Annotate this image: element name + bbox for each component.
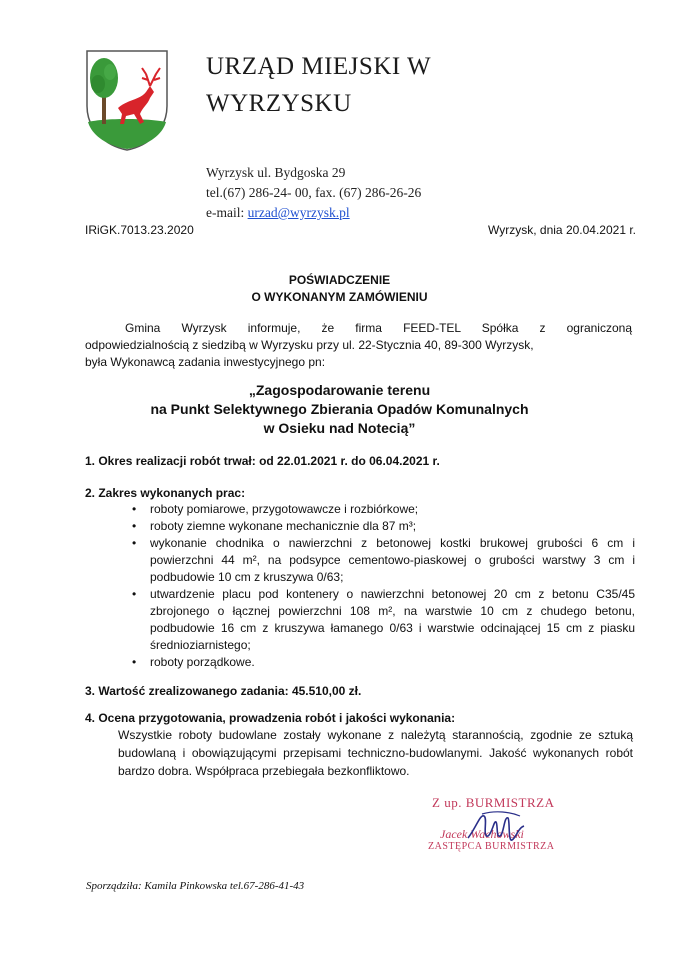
prepared-by: Sporządziła: Kamila Pinkowska tel.67-286-41-43 [86,880,305,892]
intro-line2: odpowiedzialnością z siedzibą w Wyrzysku przy ul. 22-Stycznia 40, 89-300 Wyrzysk, [85,338,534,352]
wyrzysk-coat-of-arms-icon [84,48,170,152]
email-line [206,203,421,223]
office-title-line1: URZĄD MIEJSKI W [206,53,432,80]
works-list [130,501,635,671]
section-3-value: 3. Wartość zrealizowanego zadania: 45.510,00 zł. [85,684,362,698]
reference-number: IRiGK.7013.23.2020 [85,223,194,237]
intro-line1: Gmina Wyrzysk informuje, że firma FEED-TEL Spółka z ograniczoną [125,321,632,335]
works-list-item: • roboty pomiarowe, przygotowawcze i rozbiórkowe; [130,501,635,518]
task-title-line1: „Zagospodarowanie terenu [248,382,431,398]
email-link[interactable]: urzad@wyrzysk.pl [247,205,350,220]
works-list-item: • roboty ziemne wykonane mechanicznie dla 87 m³; [130,518,635,535]
office-address [206,163,421,223]
task-title-line3: w Osieku nad Notecią” [263,420,416,436]
stamp-name: Jacek Wachowski [440,827,524,841]
task-title [0,381,679,438]
office-title [206,48,431,122]
document-date: Wyrzysk, dnia 20.04.2021 r. [488,223,636,237]
email-label: e-mail: [206,205,248,220]
section-4-title: 4. Ocena przygotowania, prowadzenia robót i jakości wykonania: [85,711,456,725]
task-title-line2: na Punkt Selektywnego Zbierania Opadów Komunalnych [150,401,529,417]
section-2-title: 2. Zakres wykonanych prac: [85,486,246,500]
heading-line2: O WYKONANYM ZAMÓWIENIU [251,290,428,304]
office-title-line2: WYRZYSKU [206,90,352,117]
document-heading [0,272,679,306]
intro-paragraph [85,320,632,371]
section-1-period: 1. Okres realizacji robót trwał: od 22.01.2021 r. do 06.04.2021 r. [85,454,440,468]
street-address: Wyrzysk ul. Bydgoska 29 [206,165,346,180]
intro-line3: była Wykonawcą zadania inwestycyjnego pn: [85,355,326,369]
works-list-item: • wykonanie chodnika o nawierzchni z betonowej kostki brukowej grubości 6 cm i powierzchni 44 m², na podsypce cementowo-piaskowej o grubości warstwy 3 cm i podbudowie 10 cm z kruszywa 0/63; [130,535,635,586]
works-list-item: • roboty porządkowe. [130,654,635,671]
stamp-authorization: Z up. BURMISTRZA [432,795,555,810]
phone-fax: tel.(67) 286-24- 00, fax. (67) 286-26-26 [206,185,422,200]
heading-line1: POŚWIADCZENIE [288,273,391,287]
stamp-role: ZASTĘPCA BURMISTRZA [428,841,555,852]
works-list-item: • utwardzenie placu pod kontenery o nawierzchni betonowej 20 cm z betonu C35/45 zbrojonego o łącznej powierzchni 108 m², na warstwie 10 cm z chudego betonu, podbudowie 16 cm z kruszywa łamanego 0/63 i warstwie odcinającej 15 cm z piasku średnioziarnistego; [130,586,635,654]
section-4-text: Wszystkie roboty budowlane zostały wykonane z należytą starannością, zgodnie ze sztuką budowlaną i obowiązującymi przepisami techniczno-budowlanymi. Jakość wykonanych robót bardzo dobra. Współpraca przebiegała bezkonfliktowo. [118,728,633,778]
handwritten-signature [462,808,532,848]
